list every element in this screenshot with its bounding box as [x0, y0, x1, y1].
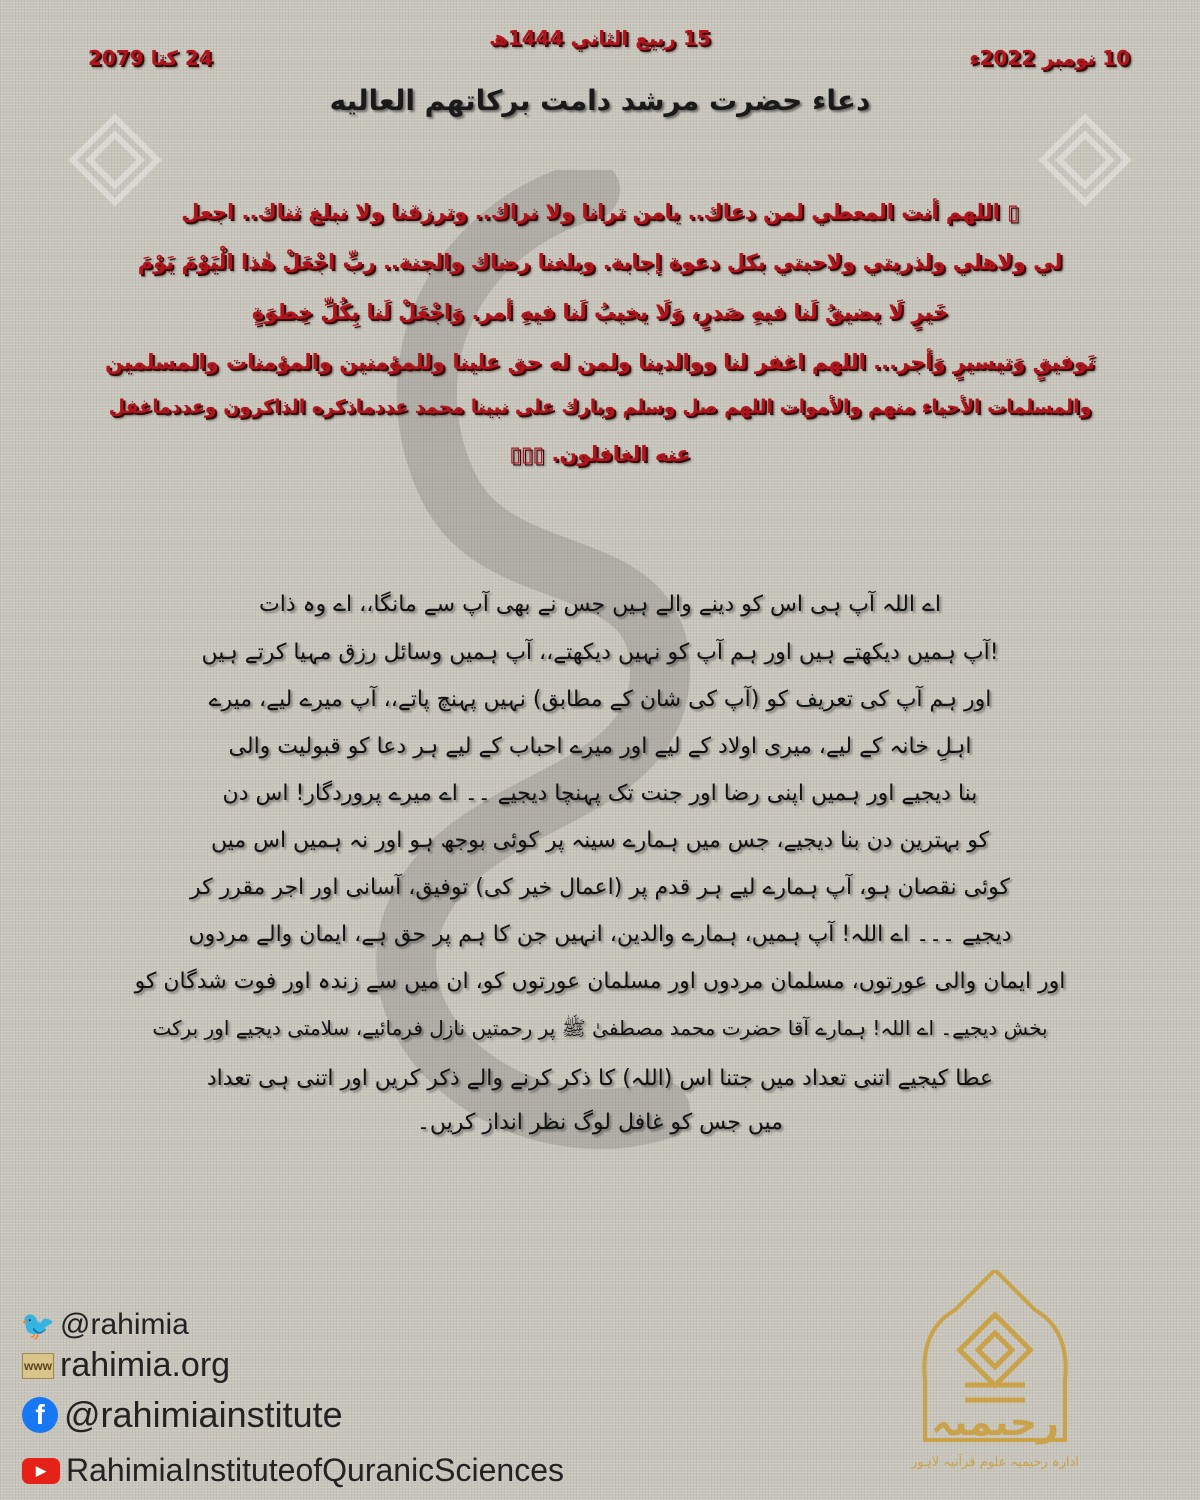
urdu-line: اے اللہ آپ ہی اس کو دینے والے ہیں جس نے بھی آپ سے مانگا،، اے وہ ذات	[259, 592, 941, 617]
arabic-line: والمسلمات الأحياء منهم والأموات اللهم صل وسلم وبارك على نبينا محمد عددماذكره الذاكرون وعددماغفل	[108, 396, 1092, 418]
urdu-line: دیجیے ۔۔۔ اے اللہ! آپ ہمیں، ہمارے والدین، انہیں جن کا ہم پر حق ہے، ایمان والے مردوں	[188, 922, 1012, 947]
urdu-line: اور ہم آپ کی تعریف کو (آپ کی شان کے مطابق) نہیں پہنچ پاتے،، آپ میرے لیے، میرے	[208, 687, 992, 712]
urdu-line: !آپ ہمیں دیکھتے ہیں اور ہم آپ کو نہیں دیکھتے،، آپ ہمیں وسائل رزق مہیا کرتے ہیں	[201, 640, 999, 665]
urdu-line: اور ایمان والی عورتوں، مسلمان مردوں اور مسلمان عورتوں کو، ان میں سے زندہ اور فوت شدگان کو	[134, 969, 1066, 994]
urdu-line: بنا دیجیے اور ہمیں اپنی رضا اور جنت تک پہنچا دیجیے ۔۔ اے میرے پروردگار! اس دن	[222, 781, 978, 806]
urdu-line: بخش دیجیے۔ اے اللہ! ہمارے آقا حضرت محمد مصطفیٰ ﷺ پر رحمتیں نازل فرمائیے، سلامتی دیجیے اور برکت	[152, 1016, 1048, 1040]
urdu-line: عطا کیجیے اتنی تعداد میں جتنا اس (اللہ) کا ذکر کرنے والے ذکر کریں اور اتنی ہی تعداد	[206, 1066, 994, 1091]
hijri-date: 15 ربیع الثاني 1444ھ	[489, 26, 711, 50]
youtube-link[interactable]	[22, 1452, 564, 1489]
twitter-handle: @rahimia	[60, 1308, 189, 1341]
twitter-icon: 🐦	[20, 1309, 56, 1341]
urdu-line: کو بہترین دن بنا دیجیے، جس میں ہمارے سینہ پر کوئی بوجھ ہو اور نہ ہمیں اس میں	[210, 828, 990, 853]
arabic-line: خَيرٍ لَا يضيقُ لَنا فيهِ صَدرٍ، وَلَا يخيبُ لَنا فيهِ أمر. وَاجْعَلْ لَنا بِكُلِّ خِطوَةٍ	[251, 300, 949, 324]
youtube-icon: ▶	[22, 1458, 60, 1484]
rahimia-logo	[895, 1270, 1095, 1490]
arabic-line: عنه الغافلون. ▯▯▯	[509, 442, 691, 466]
urdu-line: اہلِ خانہ کے لیے، میری اولاد کے لیے اور میرے احباب کے لیے ہر دعا کو قبولیت والی	[228, 734, 972, 759]
arabic-line: ▯ اللهم أنت المعطي لمن دعاك.. يامن ترانا ولا نراك.. وترزقنا ولا نبلغ ثناك.. اجعل	[181, 200, 1019, 224]
website-url[interactable]: rahimia.org	[60, 1346, 231, 1384]
gregorian-date: 10 نومبر 2022ء	[969, 46, 1130, 70]
globe-icon: www	[22, 1353, 54, 1379]
arabic-line: لي ولاهلي ولذريتي ولاحبتي بكل دعوة إجابة. وبلغنا رضاك والجنة.. ربِّ اجْعَلْ هٰذا الْيَوْمَ يَوْمَ	[137, 250, 1063, 274]
facebook-icon: f	[22, 1397, 58, 1433]
youtube-channel: RahimiaInstituteofQuranicSciences	[66, 1452, 565, 1488]
website-link[interactable]	[22, 1346, 230, 1385]
page-title: دعاء حضرت مرشد دامت برکاتهم العاليه	[329, 84, 871, 117]
urdu-line: میں جس کو غافل لوگ نظر انداز کریں۔	[417, 1110, 783, 1135]
logo-name: رحیمیہ	[930, 1400, 1060, 1444]
facebook-link[interactable]	[22, 1394, 343, 1436]
logo-subtitle: ادارہ رحیمیہ علوم قرآنیہ لاہور	[911, 1455, 1079, 1470]
arabic-line: تَوفيقٍ وَتيسيرٍ وَأجر... اللهم اغفر لنا ووالدينا ولمن له حق علينا وللمؤمنين والمؤمنات والمسلمين	[105, 350, 1095, 374]
twitter-link[interactable]	[22, 1308, 189, 1342]
bikrami-date: 24 کتا 2079	[88, 46, 213, 70]
facebook-handle: @rahimiainstitute	[64, 1394, 343, 1435]
urdu-line: کوئی نقصان ہو، آپ ہمارے لیے ہر قدم پر (اعمال خیر کی) توفیق، آسانی اور اجر مقرر کر	[190, 875, 1010, 900]
